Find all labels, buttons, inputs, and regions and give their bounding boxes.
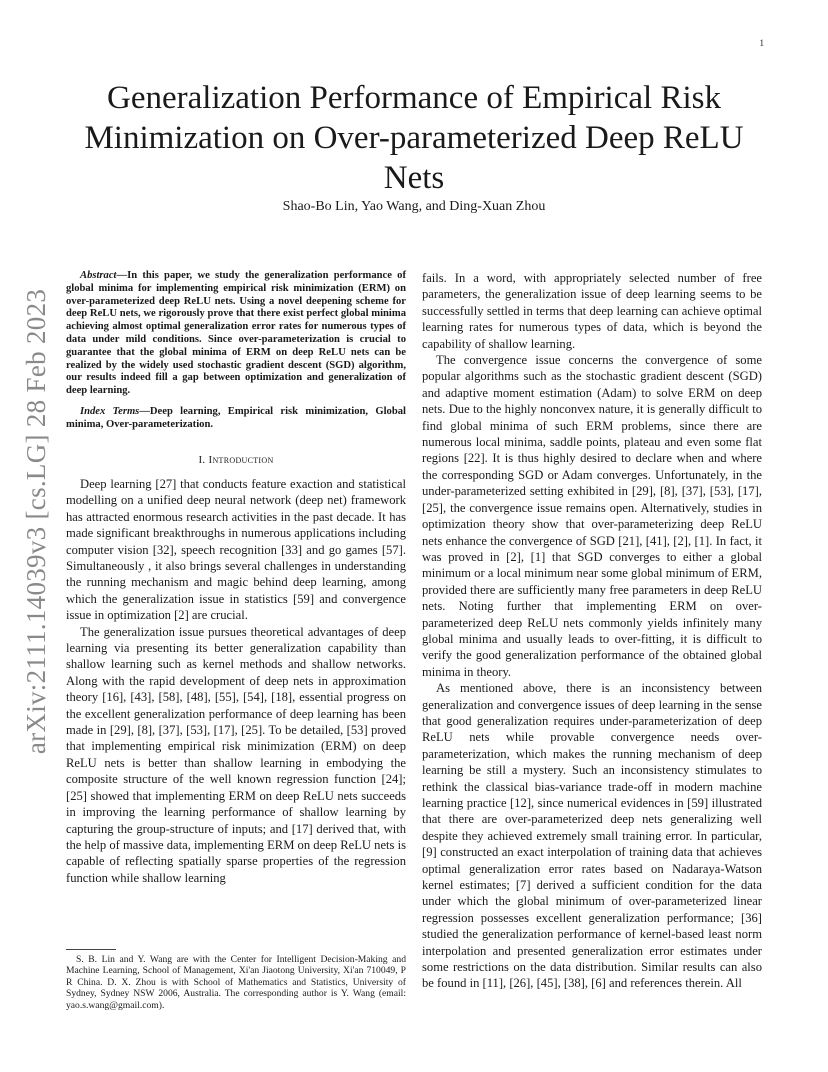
body-paragraph: The convergence issue concerns the convergence of some popular algorithms such as the stochastic gradient descent (SGD) and adaptive moment estimation (Adam) to solve ERM on deep nets. Due to the highly nonconvex nature, it is generally difficult to find global minima of such ERM problems, since there are numerous local minima, saddle points, plateau and even some flat regions [22]. It is thus highly desired to declare when and where the corresponding SGD or Adam converges. Unfortunately, in the under-parameterized setting exhibited in [29], [8], [37], [53], [17], [25], the convergence issue remains open. Alternatively, studies in optimization theory show that over-parameterizing deep ReLU nets enhance the convergence of SGD [21], [41], [2], [1]. In fact, it was proved in [2], [1] that SGD converges to either a global minimum or a local minimum near some global minimum of ERM, provided there are sufficiently many free parameters in deep ReLU nets. Noting further that implementing ERM on over-parameterized deep ReLU nets commonly yields infinitely many global minima and usually leads to over-fitting, it is difficult to verify the good generalization performance of the obtained global minima in theory. bbox=[422, 353, 762, 679]
abstract-lead: Abstract bbox=[80, 270, 117, 281]
index-terms bbox=[66, 406, 406, 432]
section-title: Introduction bbox=[208, 453, 274, 466]
body-paragraph: Deep learning [27] that conducts feature exaction and statistical modelling on a unified deep neural network (deep net) framework has attracted enormous research activities in the past decade. It has made significant breakthroughs in numerous applications including computer vision [32], speech recognition [33] and go games [57]. Simultaneously , it also brings several challenges in understanding the running mechanism and magic behind deep learning, among which the generalization issue in statistics [59] and convergence issue in optimization [2] are crucial. bbox=[66, 476, 406, 623]
paper-title: Generalization Performance of Empirical Risk Minimization on Over-parameterized Deep ReLU Nets bbox=[84, 80, 744, 196]
body-paragraph: The generalization issue pursues theoretical advantages of deep learning via presenting its better generalization capability than shallow learning such as kernel methods and shallow networks. Along with the rapid development of deep nets in approximation theory [16], [43], [58], [48], [55], [54], [18], essential progress on the excellent generalization performance of deep learning has been made in [29], [8], [37], [53], [17], [25]. To be detailed, [53] proved that implementing empirical risk minimization (ERM) on deep ReLU nets is better than shallow learning in embodying the composite structure of the well known regression function [24]; [25] showed that implementing ERM on deep ReLU nets succeeds in improving the learning performance of shallow learning by capturing the group-structure of inputs; and [17] derived that, with the help of massive data, implementing ERM on deep ReLU nets is capable of reflecting spatially sparse properties of the regression function while shallow learning bbox=[66, 624, 406, 885]
body-paragraph: fails. In a word, with appropriately selected number of free parameters, the generalization issue of deep learning seems to be successfully settled in terms that deep learning can achieve optimal learning rates for numerous types of data, which is beyond the capability of shallow learning. bbox=[422, 271, 762, 351]
index-terms-lead: Index Terms bbox=[80, 405, 140, 417]
body-paragraph: As mentioned above, there is an inconsistency between generalization and convergence issues of deep learning in the sense that good generalization requires under-parameterization of deep ReLU nets while provable convergence needs over-parameterization, which makes the running mechanism of deep learning be still a mystery. Such an inconsistency stimulates to rethink the classical bias-variance trade-off in modern machine learning practice [12], since numerical evidences in [59] illustrated that there are over-parameterized deep nets generalizing well despite they achieved extremely small training error. In particular, [9] constructed an exact interpolation of training data that achieves optimal generalization error rates based on Nadaraya-Watson kernel estimates; [7] derived a sufficient condition for the data under which the global minimum of over-parameterized linear regression possesses excellent generalization performance; [36] studied the generalization performance of kernel-based least norm interpolation and presented generalization error estimates under some restrictions on the data distribution. Similar results can also be found in [11], [26], [45], [38], [6] and references therein. All bbox=[422, 681, 762, 991]
section-heading bbox=[66, 452, 406, 468]
page-number: 1 bbox=[759, 38, 764, 48]
right-column bbox=[422, 270, 762, 992]
author-affiliation-footnote: S. B. Lin and Y. Wang are with the Center for Intelligent Decision-Making and Machine Learning, School of Management, Xi'an Jiaotong University, Xi'an 710049, P R China. D. X. Zhou is with School of Mathematics and Statistics, University of Sydney, Sydney NSW 2006, Australia. The corresponding author is Y. Wang (email: yao.s.wang@gmail.com). bbox=[66, 954, 406, 1011]
left-column bbox=[66, 270, 406, 886]
author-list: Shao-Bo Lin, Yao Wang, and Ding-Xuan Zhou bbox=[282, 199, 546, 214]
arxiv-identifier-text: arXiv:2111.14039v3 [cs.LG] 28 Feb 2023 bbox=[21, 288, 52, 754]
section-numeral: I. bbox=[198, 453, 206, 466]
index-terms-text: —Deep learning, Empirical risk minimization, Global minima, Over-parameterization. bbox=[66, 405, 406, 430]
abstract bbox=[66, 270, 406, 398]
abstract-text: —In this paper, we study the generalization performance of global minima for implementing empirical risk minimization (ERM) on over-parameterized deep ReLU nets. Using a novel deepening scheme for deep ReLU nets, we rigorously prove that there exist perfect global minima achieving almost optimal generalization error rates for numerous types of data under mild conditions. Since over-parameterization is crucial to guarantee that the global minima of ERM on deep ReLU nets can be realized by the widely used stochastic gradient descent (SGD) algorithm, our results indeed fill a gap between optimization and generalization of deep learning. bbox=[66, 270, 406, 397]
arxiv-identifier-stamp bbox=[20, 286, 54, 756]
footnote-divider bbox=[66, 949, 116, 950]
